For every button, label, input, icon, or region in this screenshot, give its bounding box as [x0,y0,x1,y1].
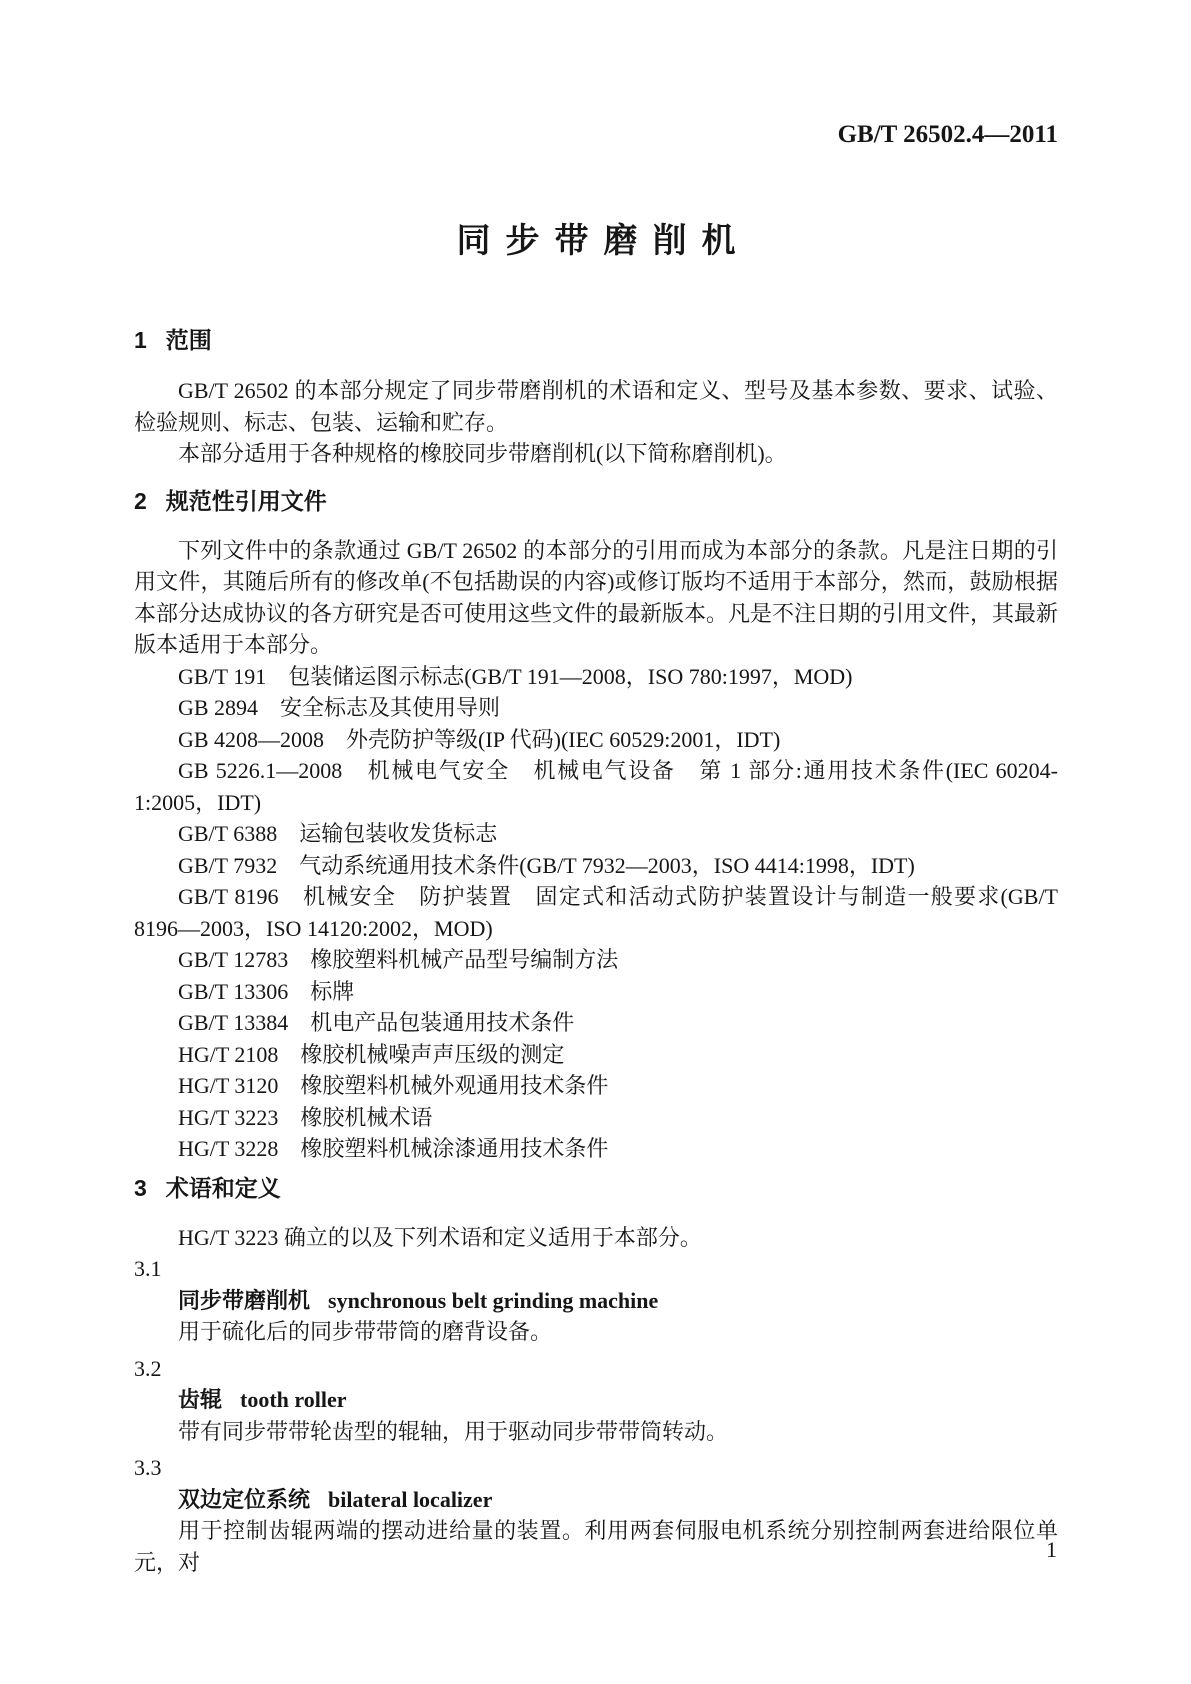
section-heading-scope [134,328,1058,352]
term-entry [134,1253,1058,1348]
reference-item: GB/T 191 包装储运图示标志(GB/T 191—2008，ISO 780:1997，MOD) [178,663,853,689]
reference-item: GB/T 6388 运输包装收发货标志 [178,821,498,846]
section-heading-normative-references [134,489,1058,513]
references-intro-paragraph: 下列文件中的条款通过 GB/T 26502 的本部分的引用而成为本部分的条款。凡是注日期的引用文件，其随后所有的修改单(不包括勘误的内容)或修订版均不适用于本部分，然而，鼓励根据本部分达成协议的各方研究是否可使用这些文件的最新版本。凡是不注日期的引用文件，其最新版本适用于本部分。 [134,537,1059,657]
term-name-english: bilateral localizer [328,1486,493,1512]
reference-item: HG/T 2108 橡胶机械噪声声压级的测定 [178,1041,565,1067]
section-title: 术语和定义 [165,1174,281,1201]
section-title: 范围 [165,327,212,353]
reference-item: GB/T 7932 气动系统通用技术条件(GB/T 7932—2003，ISO 4414:1998，IDT) [178,852,915,878]
term-number: 3.1 [134,1256,162,1281]
term-definition: 用于硫化后的同步带带筒的磨背设备。 [178,1319,553,1344]
term-name-chinese: 同步带磨削机 [178,1287,311,1313]
reference-item: GB/T 12783 橡胶塑料机械产品型号编制方法 [178,947,619,972]
reference-list [134,661,1058,1165]
page-content [0,122,1191,1578]
term-definition: 用于控制齿辊两端的摆动进给量的装置。利用两套伺服电机系统分别控制两套进给限位单元，对 [134,1518,1058,1575]
term-number: 3.3 [134,1455,162,1480]
scope-paragraph-2: 本部分适用于各种规格的橡胶同步带磨削机(以下简称磨削机)。 [178,441,787,466]
reference-item: GB/T 13384 机电产品包装通用技术条件 [178,1010,575,1035]
section-heading-terms-definitions [134,1176,1058,1200]
term-name-english: tooth roller [240,1387,347,1412]
term-entry [134,1452,1058,1578]
reference-item: GB/T 13306 标牌 [178,978,355,1004]
terms-intro-paragraph: HG/T 3223 确立的以及下列术语和定义适用于本部分。 [178,1224,702,1250]
page-number: 1 [1046,1537,1057,1562]
reference-item: GB 4208—2008 外壳防护等级(IP 代码)(IEC 60529:2001，IDT) [178,726,781,752]
reference-item: HG/T 3223 橡胶机械术语 [178,1104,433,1130]
term-name [134,1285,1058,1317]
reference-item: HG/T 3228 橡胶塑料机械涂漆通用技术条件 [178,1136,609,1161]
section-number: 2 [134,487,147,514]
term-name-english: synchronous belt grinding machine [328,1287,659,1313]
term-entry [134,1353,1058,1448]
term-name-chinese: 齿辊 [178,1387,223,1412]
document-title: 同步带磨削机 [456,222,751,260]
term-definition: 带有同步带带轮齿型的辊轴，用于驱动同步带带筒转动。 [178,1418,729,1444]
term-name [134,1384,1058,1416]
reference-item: HG/T 3120 橡胶塑料机械外观通用技术条件 [178,1073,609,1098]
reference-item: GB 2894 安全标志及其使用导则 [178,695,501,720]
scope-paragraph-1: GB/T 26502 的本部分规定了同步带磨削机的术语和定义、型号及基本参数、要求、试验、检验规则、标志、包装、运输和贮存。 [134,378,1058,435]
section-title: 规范性引用文件 [165,487,327,514]
term-number: 3.2 [134,1355,162,1381]
term-name-chinese: 双边定位系统 [178,1486,311,1512]
standard-code: GB/T 26502.4—2011 [837,121,1058,148]
reference-item: GB/T 8196 机械安全 防护装置 固定式和活动式防护装置设计与制造一般要求(GB/T 8196—2003，ISO 14120:2002，MOD) [134,884,1058,941]
reference-item: GB 5226.1—2008 机械电气安全 机械电气设备 第 1 部分:通用技术条件(IEC 60204-1:2005，IDT) [134,758,1058,815]
section-number: 3 [134,1174,147,1201]
term-name [134,1484,1058,1516]
section-number: 1 [134,327,147,353]
